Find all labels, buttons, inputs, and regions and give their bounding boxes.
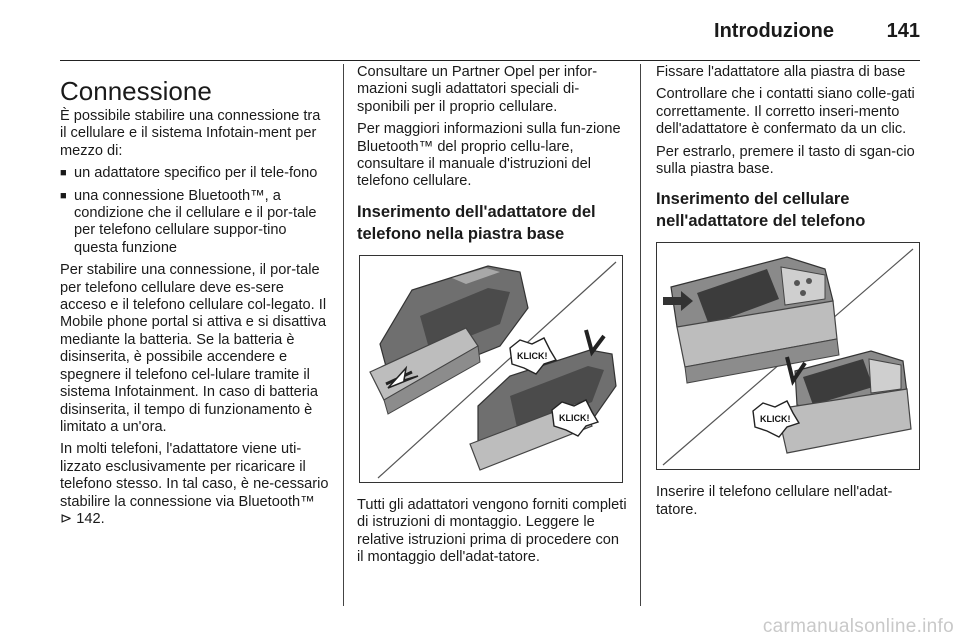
column-divider-1 (343, 64, 344, 606)
paragraph: Controllare che i contatti siano colle-gati correttamente. Il corretto inseri-mento dell'adattatore è confermato da un clic. (656, 86, 915, 138)
paragraph: Inserire il telefono cellulare nell'adat-tatore. (656, 484, 893, 518)
page-reference-link[interactable]: 142. (76, 510, 105, 527)
bullet-text: un adattatore specifico per il tele-fono (74, 165, 318, 182)
paragraph: Per estrarlo, premere il tasto di sgan-cio sulla piastra base. (656, 143, 915, 178)
page-number: 141 (886, 20, 920, 42)
bullet-square-icon: ■ (60, 167, 67, 180)
paragraph: Per stabilire una connessione, il por-tale per telefono cellulare deve es-sere acceso e il telefono cellulare col-legato. Il Mobile phone portal si attiva e si disattiva mediante la batteria. Se la batteria è disinserita, è possibile accendere e spegnere il telefono cel-lulare tramite il sistema Infotainment. In caso di batteria disinserita, il tempo di funzionamento è limitato a un'ora. (60, 262, 327, 435)
header-rule (60, 60, 920, 61)
paragraph-with-reference (60, 441, 330, 528)
adapter-illustration (360, 256, 622, 482)
column-divider-2 (640, 64, 641, 606)
header-title: Introduzione (714, 20, 834, 42)
column-3 (656, 64, 924, 524)
section-heading-cellulare: Inserimento del cellulare nell'adattatore del telefono (656, 190, 866, 231)
klick-label: KLICK! (760, 414, 791, 425)
paragraph: Tutti gli adattatori vengono forniti completi di istruzioni di montaggio. Leggere le relative istruzioni prima di procedere con il montaggio dell'adat-tatore. (357, 496, 627, 566)
bullet-text: una connessione Bluetooth™, a condizione che il cellulare e il por-tale per telefono cellulare suppor-tino questa funzione (74, 187, 317, 256)
paragraph: Consultare un Partner Opel per infor-mazioni sugli adattatori speciali di-sponibili per il proprio cellulare. (357, 64, 598, 115)
watermark: carmanualsonline.info (762, 616, 954, 637)
bullet-item (60, 165, 330, 182)
paragraph: Per maggiori informazioni sulla fun-zione Bluetooth™ del proprio cellu-lare, consultare il manuale d'istruzioni del telefono cellulare. (357, 121, 621, 190)
paragraph: Fissare l'adattatore alla piastra di base (656, 64, 906, 80)
bullet-item (60, 188, 330, 258)
klick-label-2: KLICK! (559, 412, 590, 423)
column-1 (60, 64, 330, 533)
section-heading-connessione: Connessione (60, 76, 212, 106)
column-2 (357, 64, 627, 571)
intro-paragraph: È possibile stabilire una connessione tra il cellulare e il sistema Infotain-ment per mezzo di: (60, 108, 321, 159)
phone-illustration (657, 243, 919, 469)
paragraph-text: In molti telefoni, l'adattatore viene uti-lizzato esclusivamente per ricaricare il telefono stesso. In tal caso, è ne-cessario stabilire la connessione via Bluetooth™ (60, 441, 329, 510)
bullet-square-icon: ■ (60, 189, 67, 202)
klick-label-1: KLICK! (517, 350, 548, 361)
section-heading-adattatore: Inserimento dell'adattatore del telefono nella piastra base (357, 202, 596, 243)
figure-adapter-insertion (359, 255, 623, 483)
figure-phone-insertion (656, 242, 920, 470)
arrow-ref-icon: ⊳ (60, 510, 73, 527)
